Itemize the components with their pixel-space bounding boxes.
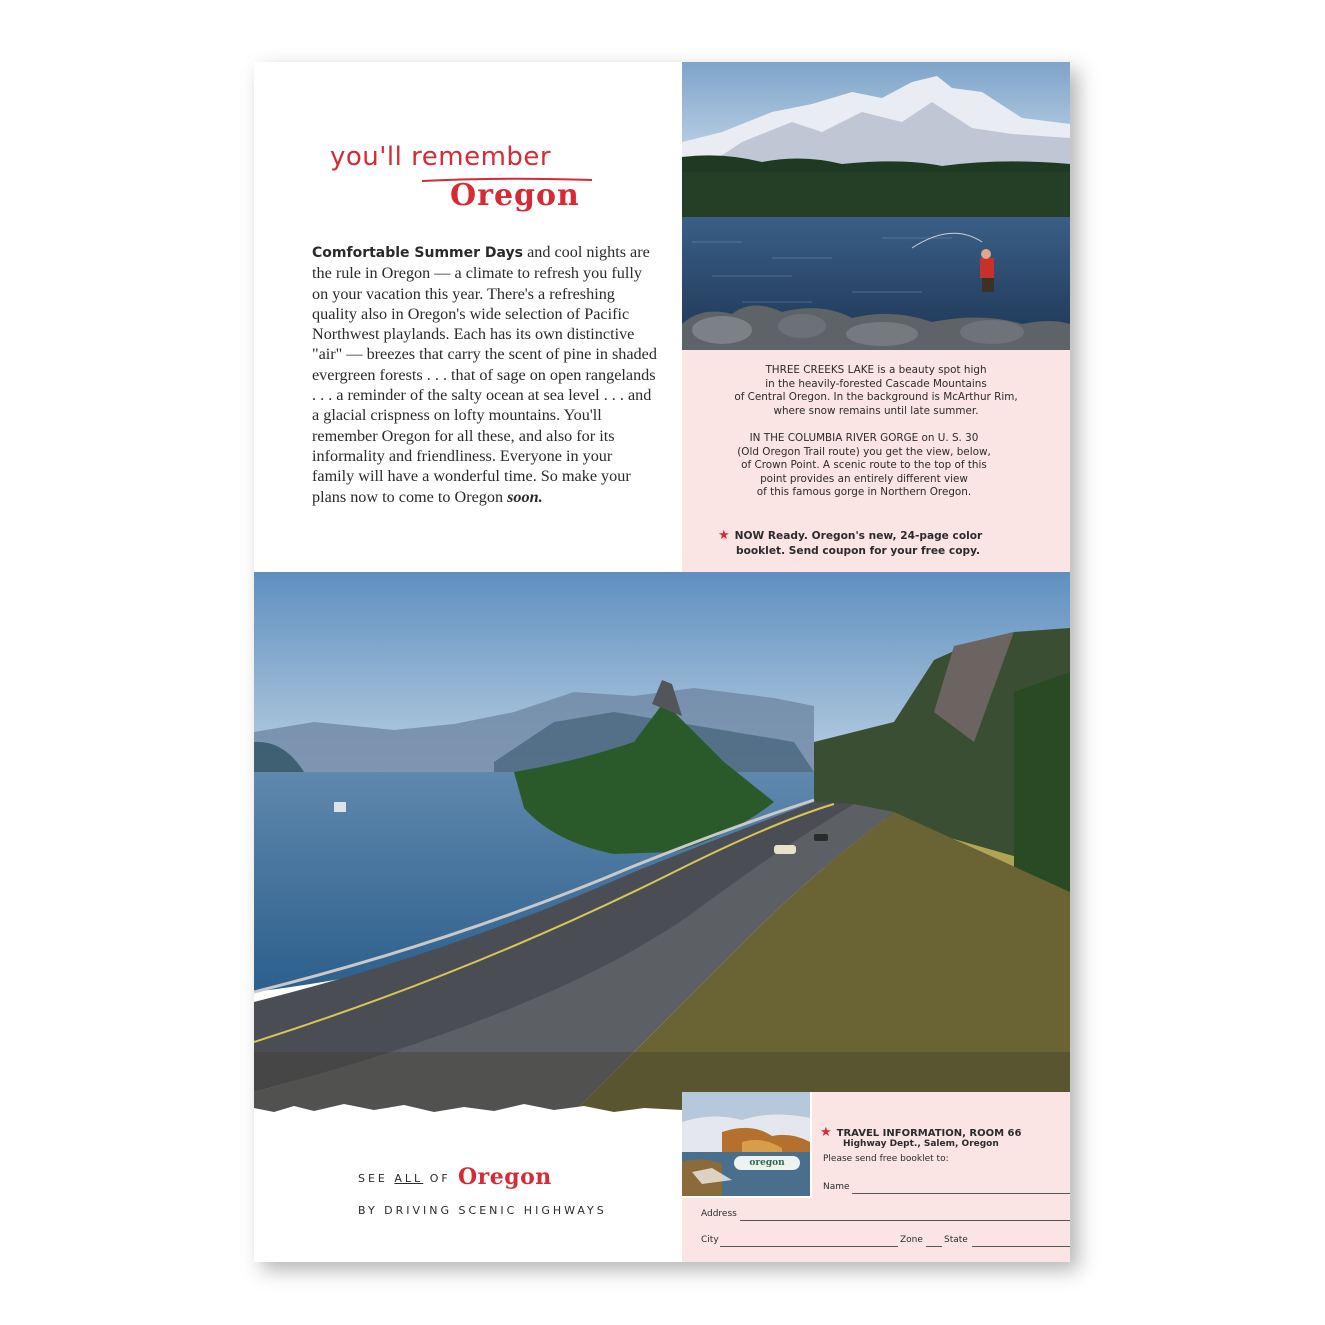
zone-field[interactable] <box>926 1246 942 1247</box>
city-field[interactable] <box>720 1246 898 1247</box>
lake-caption-line: THREE CREEKS LAKE is a beauty spot high <box>765 364 987 376</box>
of-word: OF <box>429 1172 451 1185</box>
columbia-river-gorge-photo <box>254 572 1070 1112</box>
three-creeks-lake-photo <box>682 62 1070 350</box>
name-label: Name <box>823 1182 850 1192</box>
gorge-caption-line: IN THE COLUMBIA RIVER GORGE on U. S. 30 <box>749 432 979 444</box>
booklet-thumb-label: oregon <box>734 1156 800 1170</box>
all-word: ALL <box>394 1172 424 1185</box>
address-label: Address <box>701 1209 737 1219</box>
see-all-label <box>358 1172 451 1185</box>
body-copy <box>312 242 657 507</box>
address-field[interactable] <box>740 1220 1070 1221</box>
lake-caption-line: where snow remains until late summer. <box>773 404 979 417</box>
footer-tagline: BY DRIVING SCENIC HIGHWAYS <box>358 1204 607 1217</box>
gorge-caption-line: of this famous gorge in Northern Oregon. <box>756 486 972 499</box>
gorge-caption-line: (Old Oregon Trail route) you get the view, below, <box>737 445 991 458</box>
footer-brand: Oregon <box>458 1164 552 1190</box>
city-label: City <box>701 1235 719 1245</box>
star-icon: ★ <box>718 528 730 543</box>
coupon-title-text: TRAVEL INFORMATION, ROOM 66 <box>836 1128 1022 1139</box>
lake-caption <box>682 364 1070 418</box>
headline-prefix: you'll <box>330 142 403 172</box>
coupon-address: Highway Dept., Salem, Oregon <box>843 1139 999 1149</box>
headline-tagline <box>330 142 551 172</box>
gorge-caption-line: of Crown Point. A scenic route to the top of this <box>741 459 987 472</box>
coupon-request: Please send free booklet to: <box>823 1154 949 1164</box>
caption-panel <box>682 350 1070 572</box>
body-text: and cool nights are the rule in Oregon — a climate to refresh you fully on your vacation this year. There's a refreshing quality also in Oregon's wide selection of Pacific Northwest playlands. Each has its own distinctive "air" — breezes that carry the scent of pine in shaded evergreen forests . . . that of sage on open rangelands . . . a reminder of the salty ocean at sea level . . . and a glacial crispness on lofty mountains. You'll remember Oregon for all these, and also for its informality and friendliness. Everyone in your family will have a wonderful time. So make your plans now to come to Oregon <box>312 243 657 506</box>
lake-caption-line: in the heavily-forested Cascade Mountains <box>765 377 987 390</box>
booklet-cover-thumbnail <box>682 1092 812 1198</box>
zone-label: Zone <box>900 1235 923 1245</box>
see-word: SEE <box>358 1172 388 1185</box>
headline-brand: Oregon <box>450 178 580 213</box>
state-field[interactable] <box>972 1246 1070 1247</box>
name-field[interactable] <box>852 1193 1070 1194</box>
state-label: State <box>944 1235 968 1245</box>
lake-caption-line: of Central Oregon. In the background is McArthur Rim, <box>734 391 1018 404</box>
body-soon: soon. <box>507 487 543 506</box>
coupon-title <box>820 1125 1021 1140</box>
booklet-offer-line: booklet. Send coupon for your free copy. <box>736 545 981 557</box>
booklet-offer <box>718 528 1058 559</box>
body-lead: Comfortable Summer Days <box>312 245 524 261</box>
magazine-ad-page <box>254 62 1070 1262</box>
booklet-offer-line: NOW Ready. Oregon's new, 24-page color <box>734 530 983 542</box>
gorge-caption <box>670 432 1058 500</box>
star-icon: ★ <box>820 1125 832 1140</box>
gorge-caption-line: point provides an entirely different view <box>760 472 968 485</box>
headline-remember: remember <box>411 142 552 172</box>
